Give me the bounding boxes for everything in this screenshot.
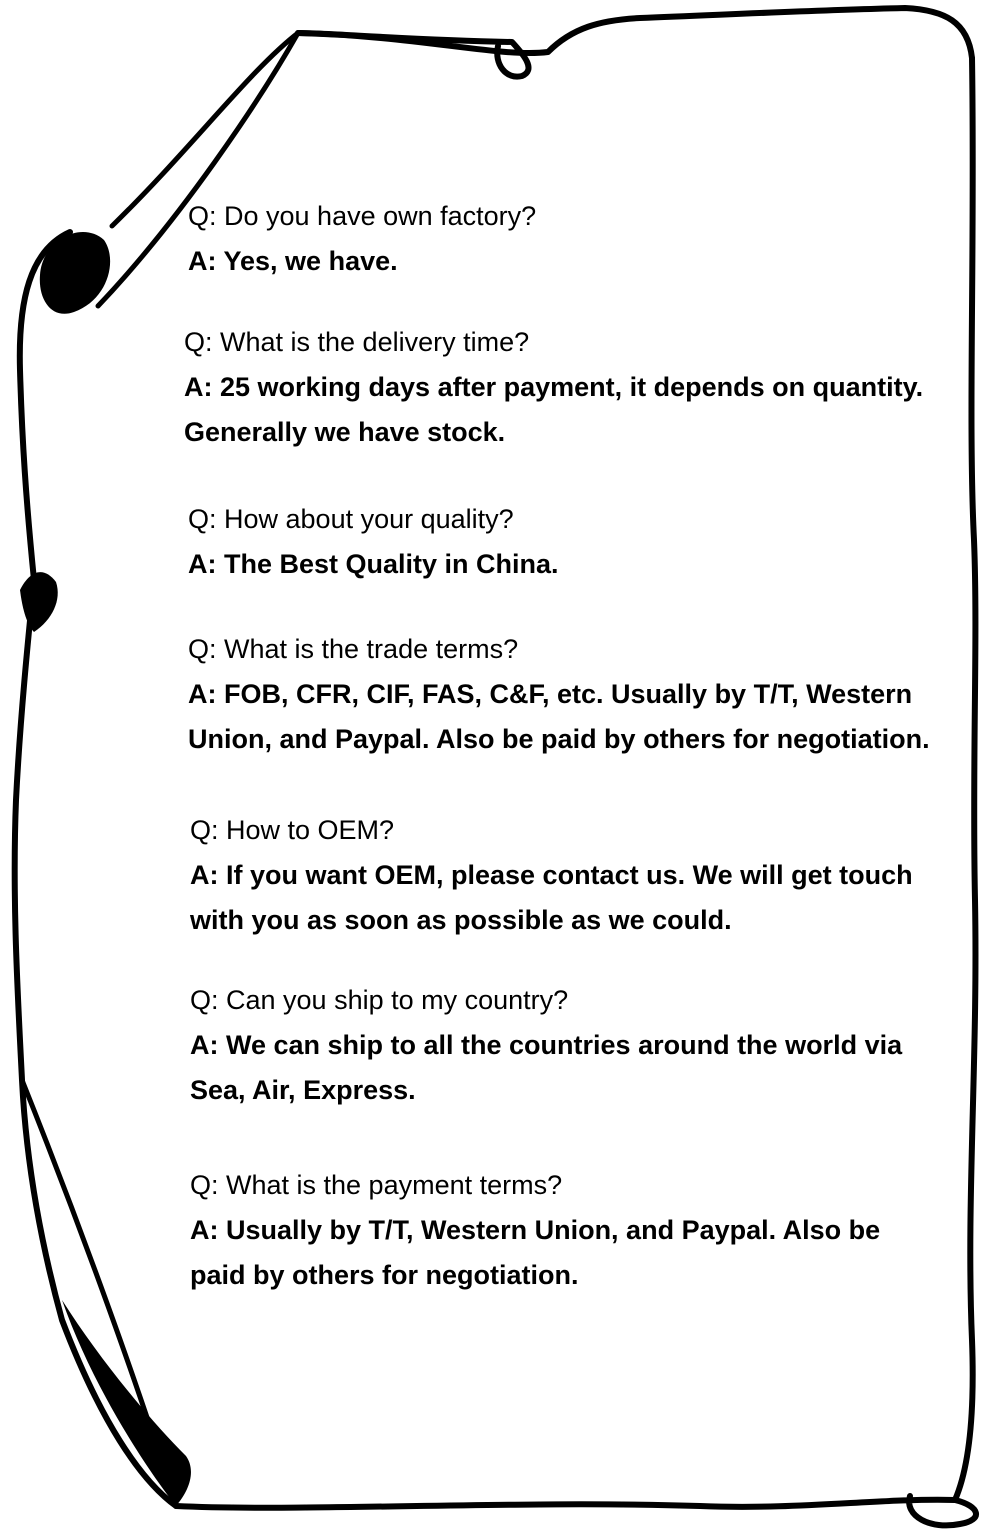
faq-question: Q: What is the trade terms? xyxy=(188,634,519,664)
scroll-bottom-wedge xyxy=(62,1300,191,1506)
faq-question: Q: How about your quality? xyxy=(188,504,514,534)
faq-answer: A: If you want OEM, please contact us. We will get touch with you as soon as possible as we could. xyxy=(190,860,913,935)
faq-answer: A: The Best Quality in China. xyxy=(188,549,559,579)
faq-item-6 xyxy=(190,978,1000,1113)
scroll-top-curl xyxy=(298,33,529,77)
faq-answer: A: Yes, we have. xyxy=(188,246,398,276)
faq-answer: A: Usually by T/T, Western Union, and Paypal. Also be paid by others for negotiation. xyxy=(190,1215,881,1290)
faq-answer: A: 25 working days after payment, it depends on quantity. Generally we have stock. xyxy=(184,372,924,447)
faq-question: Q: How to OEM? xyxy=(190,815,395,845)
faq-question: Q: What is the payment terms? xyxy=(190,1170,563,1200)
faq-item-3 xyxy=(188,497,1000,587)
scroll-left-notch xyxy=(20,572,58,632)
scroll-top-edge xyxy=(298,8,972,58)
faq-item-2 xyxy=(184,320,1000,455)
faq-item-1 xyxy=(188,194,1000,284)
faq-item-5 xyxy=(190,808,1000,943)
faq-question: Q: Can you ship to my country? xyxy=(190,985,569,1015)
faq-question: Q: What is the delivery time? xyxy=(184,327,530,357)
faq-item-7 xyxy=(190,1163,1000,1298)
scroll-left-edge xyxy=(15,232,176,1506)
faq-answer: A: We can ship to all the countries around the world via Sea, Air, Express. xyxy=(190,1030,903,1105)
faq-item-4 xyxy=(188,627,1000,762)
scroll-bottom-edge xyxy=(176,1496,976,1525)
faq-answer: A: FOB, CFR, CIF, FAS, C&F, etc. Usually by T/T, Western Union, and Paypal. Also be paid by others for negotiation. xyxy=(188,679,930,754)
faq-question: Q: Do you have own factory? xyxy=(188,201,537,231)
